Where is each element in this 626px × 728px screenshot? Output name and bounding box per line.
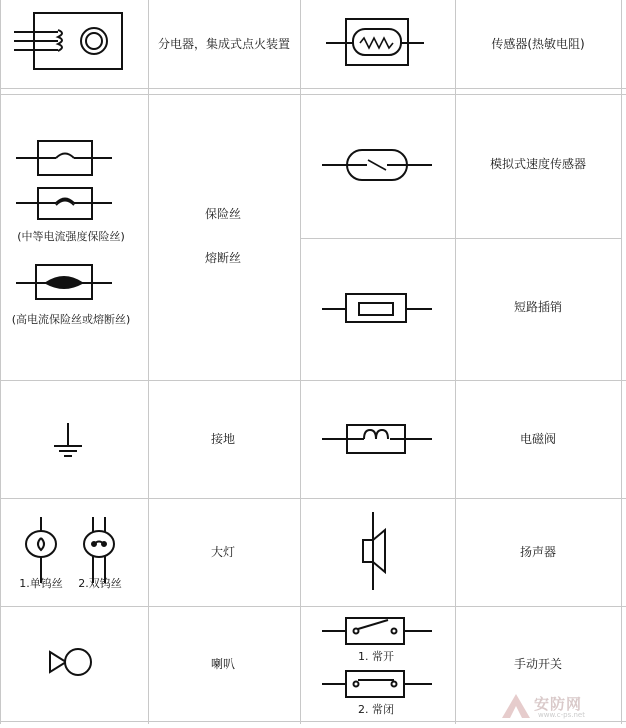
solenoid-label: 电磁阀 — [519, 432, 557, 446]
thermistor-label: 传感器(热敏电阻) — [491, 37, 585, 51]
short-circuit-pin-symbol — [322, 294, 432, 322]
speaker-symbol — [363, 512, 385, 590]
horn-symbol — [50, 649, 91, 675]
distributor-label: 分电器，集成式点火装置 — [157, 37, 291, 51]
solenoid-valve-symbol — [322, 425, 432, 453]
normally-open-caption: 1. 常开 — [358, 650, 394, 663]
speaker-label: 扬声器 — [519, 545, 557, 559]
speed-sensor-label: 模拟式速度传感器 — [489, 157, 587, 171]
watermark-logo-icon — [500, 692, 532, 720]
ground-label: 接地 — [210, 432, 236, 446]
headlamp-double-filament-symbol — [84, 517, 114, 583]
fuse-high-current-symbol — [16, 265, 112, 299]
short-pin-label: 短路插销 — [513, 300, 563, 314]
double-filament-caption: 2.双钨丝 — [78, 577, 122, 590]
single-filament-caption: 1.单钨丝 — [19, 577, 63, 590]
fuse-label: 保险丝 — [204, 207, 242, 221]
headlamp-single-filament-symbol — [26, 517, 56, 583]
watermark-text: 安防网 — [534, 695, 583, 713]
fusible-link-label: 熔断丝 — [204, 251, 242, 265]
medium-fuse-caption: (中等电流强度保险丝) — [17, 230, 125, 243]
ground-symbol — [54, 423, 82, 456]
fuse-medium-symbol-1 — [16, 141, 112, 175]
manual-switch-normally-open-symbol — [322, 618, 432, 644]
manual-switch-normally-closed-symbol — [322, 671, 432, 697]
horn-label: 喇叭 — [210, 657, 236, 671]
high-current-fuse-caption: (高电流保险丝或熔断丝) — [11, 313, 131, 326]
headlamp-label: 大灯 — [210, 545, 236, 559]
thermistor-sensor-symbol — [326, 19, 424, 65]
manual-switch-label: 手动开关 — [513, 657, 563, 671]
watermark — [500, 692, 620, 722]
fuse-medium-symbol-2 — [16, 188, 112, 219]
normally-closed-caption: 2. 常闭 — [358, 703, 394, 716]
watermark-url: www.c-ps.net — [538, 711, 585, 719]
analog-speed-sensor-symbol — [322, 150, 432, 180]
distributor-symbol — [14, 13, 122, 69]
